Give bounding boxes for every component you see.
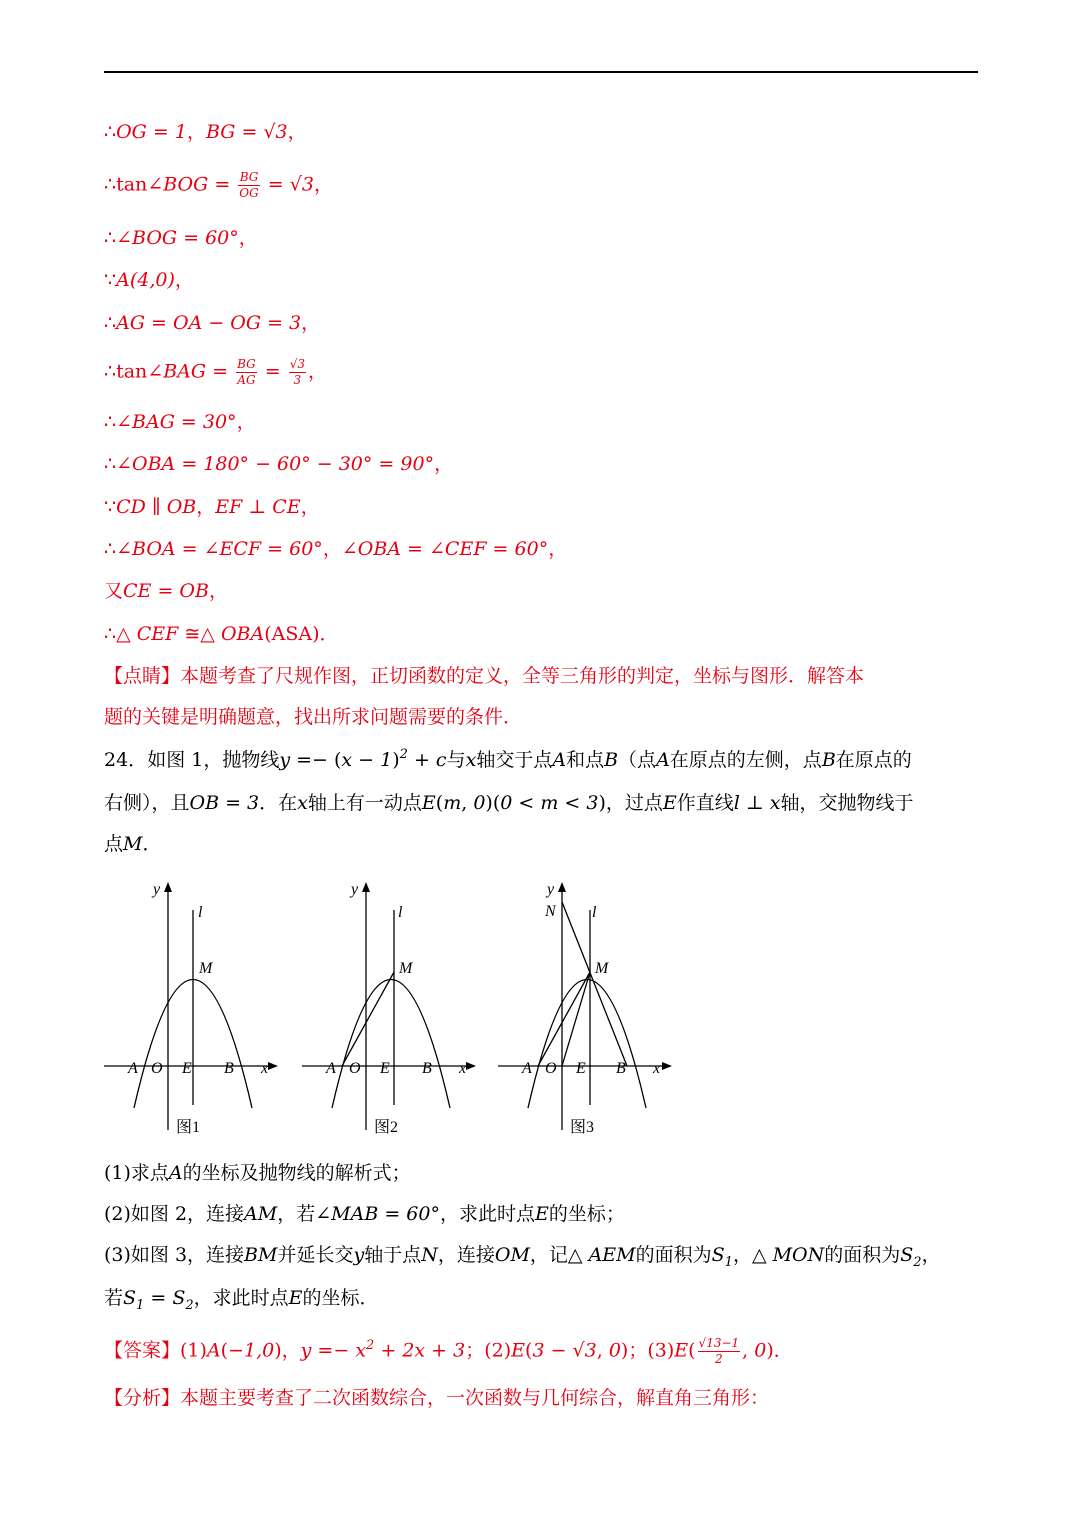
dianjing-tag: 【点睛】	[104, 665, 181, 687]
fig1-label-l: l	[198, 904, 203, 921]
solution-line-2: ∴tan∠BOG = $\frac{BG}{OG}$ = √3，	[104, 170, 333, 200]
header-rule	[104, 71, 978, 73]
answer-line: 【答案】(1)A(−1,0)，$y =- x^2 + 2x + 3$；(2)E(3 − √3, 0)；(3)E( $\frac{√13-1}{2}$ , 0)．	[104, 1336, 793, 1366]
fig3-label-o: O	[545, 1060, 557, 1077]
fig3-label-x: x	[653, 1060, 661, 1077]
solution-line-7: ∴∠BAG = 30°，	[104, 411, 256, 433]
question-2: (2)如图 2，连接AM，若∠MAB = 60°，求此时点E的坐标；	[104, 1203, 625, 1225]
solution-line-11: 又CE = OB，	[104, 580, 228, 602]
question-3: (3)如图 3，连接BM并延长交y轴于点N，连接OM，记△ AEM的面积为$S_1$，△ MON的面积为$S_2$，	[104, 1244, 941, 1270]
solution-line-4: ∵A(4,0)，	[104, 269, 194, 291]
fig3-label-b: B	[616, 1060, 626, 1077]
problem-line-3: 点M．	[104, 833, 162, 855]
fig3-label-l: l	[592, 904, 597, 921]
fig2-label-a: A	[326, 1060, 336, 1077]
problem-24	[104, 740, 978, 865]
fig2-label-x: x	[459, 1060, 467, 1077]
solution-line-8: ∴∠OBA = 180° − 60° − 30° = 90°，	[104, 453, 454, 475]
question-1: (1)求点A的坐标及抛物线的解析式；	[104, 1162, 411, 1184]
fig2-label-m: M	[399, 960, 413, 977]
answer-tag: 【答案】	[104, 1339, 181, 1362]
figure-2	[294, 880, 484, 1144]
fig3-caption: 图3	[570, 1119, 595, 1136]
fig2-label-y: y	[351, 881, 359, 898]
fig3-label-m: M	[595, 960, 609, 977]
fig2-label-b: B	[422, 1060, 432, 1077]
fig2-label-l: l	[398, 904, 403, 921]
solution-line-12: ∴△ CEF ≅△ OBA(ASA)．	[104, 623, 339, 645]
fig1-label-y: y	[153, 881, 161, 898]
solution-line-1: ∴OG = 1，BG = √3，	[104, 121, 307, 143]
fig1-label-e: E	[182, 1060, 192, 1077]
problem-line-2: 右侧），且OB = 3．在x轴上有一动点E(m, 0)(0 < m < 3)，过点E作直线l ⊥ x轴，交抛物线于	[104, 792, 914, 814]
fig2-label-o: O	[349, 1060, 361, 1077]
figure-1	[96, 880, 286, 1144]
fig1-label-o: O	[151, 1060, 163, 1077]
fig3-label-e: E	[576, 1060, 586, 1077]
analysis-tag: 【分析】	[104, 1387, 181, 1409]
fig3-label-a: A	[522, 1060, 532, 1077]
fig1-label-a: A	[128, 1060, 138, 1077]
solution-line-3: ∴∠BOG = 60°，	[104, 227, 258, 249]
figure-3	[490, 880, 680, 1144]
fig3-label-y: y	[547, 881, 555, 898]
analysis-line: 【分析】本题主要考查了二次函数综合，一次函数与几何综合，解直角三角形：	[104, 1387, 770, 1409]
solution-line-9: ∵CD ∥ OB，EF ⊥ CE，	[104, 496, 320, 518]
solution-line-6: ∴tan∠BAG = $\frac{BG}{AG}$ = $\frac{√3}{3}$ ，	[104, 357, 328, 387]
solution-line-5: ∴AG = OA − OG = 3，	[104, 312, 321, 334]
dianjing-block: 【点睛】本题考查了尺规作图，正切函数的定义，全等三角形的判定，坐标与图形．解答本 题的关键是明确题意，找出所求问题需要的条件．	[104, 665, 865, 728]
problem-line-1: 24．如图 1，抛物线$y =- (x - 1)^2 + c$与x轴交于点A和点B（点A在原点的左侧，点B在原点的	[104, 747, 912, 771]
question-3-cont: 若$S_1 = S_2$，求此时点E的坐标．	[104, 1287, 379, 1313]
fig3-label-n: N	[545, 903, 556, 920]
fig1-caption: 图1	[176, 1119, 201, 1136]
fig1-label-m: M	[199, 960, 213, 977]
fig2-caption: 图2	[374, 1119, 399, 1136]
fig2-label-e: E	[380, 1060, 390, 1077]
fig1-label-x: x	[261, 1060, 269, 1077]
fig1-label-b: B	[224, 1060, 234, 1077]
solution-line-10: ∴∠BOA = ∠ECF = 60°，∠OBA = ∠CEF = 60°，	[104, 538, 568, 560]
questions	[104, 1153, 978, 1321]
